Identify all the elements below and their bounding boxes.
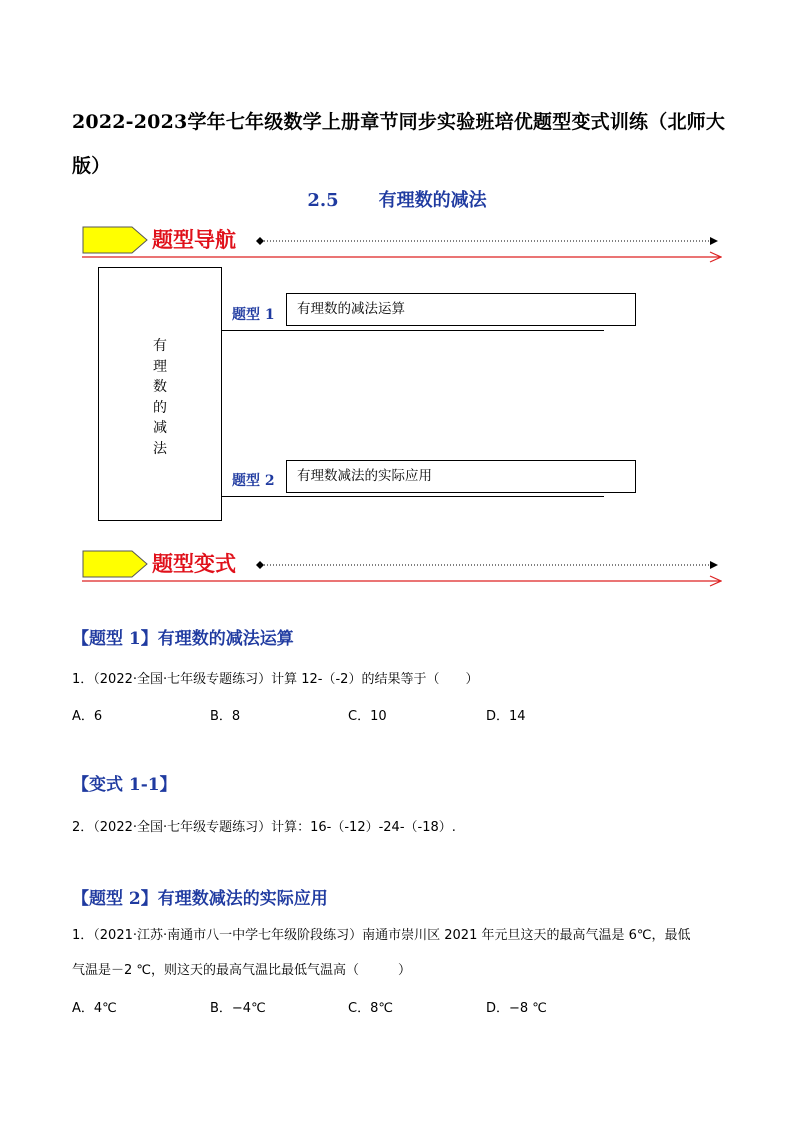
question-3-option-c: C．8℃	[348, 1001, 393, 1016]
document-title: 2022-2023学年七年级数学上册章节同步实验班培优题型变式训练（北师大版）	[72, 111, 726, 177]
heading-type-1: 【题型 1】有理数的减法运算	[72, 629, 294, 649]
type-2-label: 题型 2	[232, 473, 275, 489]
question-3-option-b: B．−4℃	[210, 1001, 266, 1016]
banner-type-nav	[82, 224, 722, 258]
question-1-option-b: B．8	[210, 709, 241, 724]
type-1-box: 有理数的减法运算	[286, 293, 636, 326]
section-name: 有理数的减法	[378, 190, 487, 211]
heading-type-2: 【题型 2】有理数减法的实际应用	[72, 889, 328, 909]
banner-arrow-lines	[82, 548, 722, 588]
question-3-option-a: A．4℃	[72, 1001, 117, 1016]
question-3-line-1: 1．（2021·江苏·南通市八一中学七年级阶段练习）南通市崇川区 2021 年元旦这天的最高气温是 6℃，最低	[72, 928, 691, 943]
heading-variant-1-1: 【变式 1-1】	[72, 775, 177, 795]
banner-label: 题型变式	[152, 552, 236, 576]
question-1-option-a: A．6	[72, 709, 103, 724]
question-1-stem: 1．（2022·全国·七年级专题练习）计算 12-（-2）的结果等于（ ）	[72, 672, 479, 687]
type-1-connector	[222, 330, 604, 331]
question-3-option-d: D．−8 ℃	[486, 1001, 547, 1016]
question-3-line-2: 气温是－2 ℃，则这天的最高气温比最低气温高（ ）	[72, 963, 412, 978]
section-number: 2.5	[307, 190, 339, 211]
question-2-stem: 2．（2022·全国·七年级专题练习）计算：16-（-12）-24-（-18）.	[72, 820, 456, 835]
question-1-option-c: C．10	[348, 709, 387, 724]
section-title	[0, 186, 794, 212]
question-1-option-d: D．14	[486, 709, 526, 724]
banner-label: 题型导航	[152, 228, 236, 252]
banner-arrow-lines	[82, 224, 722, 264]
banner-type-variants	[82, 548, 722, 582]
type-1-label: 题型 1	[232, 307, 275, 323]
outline-topic-text: 有 理 数 的 减 法	[153, 338, 167, 457]
type-2-box: 有理数减法的实际应用	[286, 460, 636, 493]
type-2-connector	[222, 496, 604, 497]
